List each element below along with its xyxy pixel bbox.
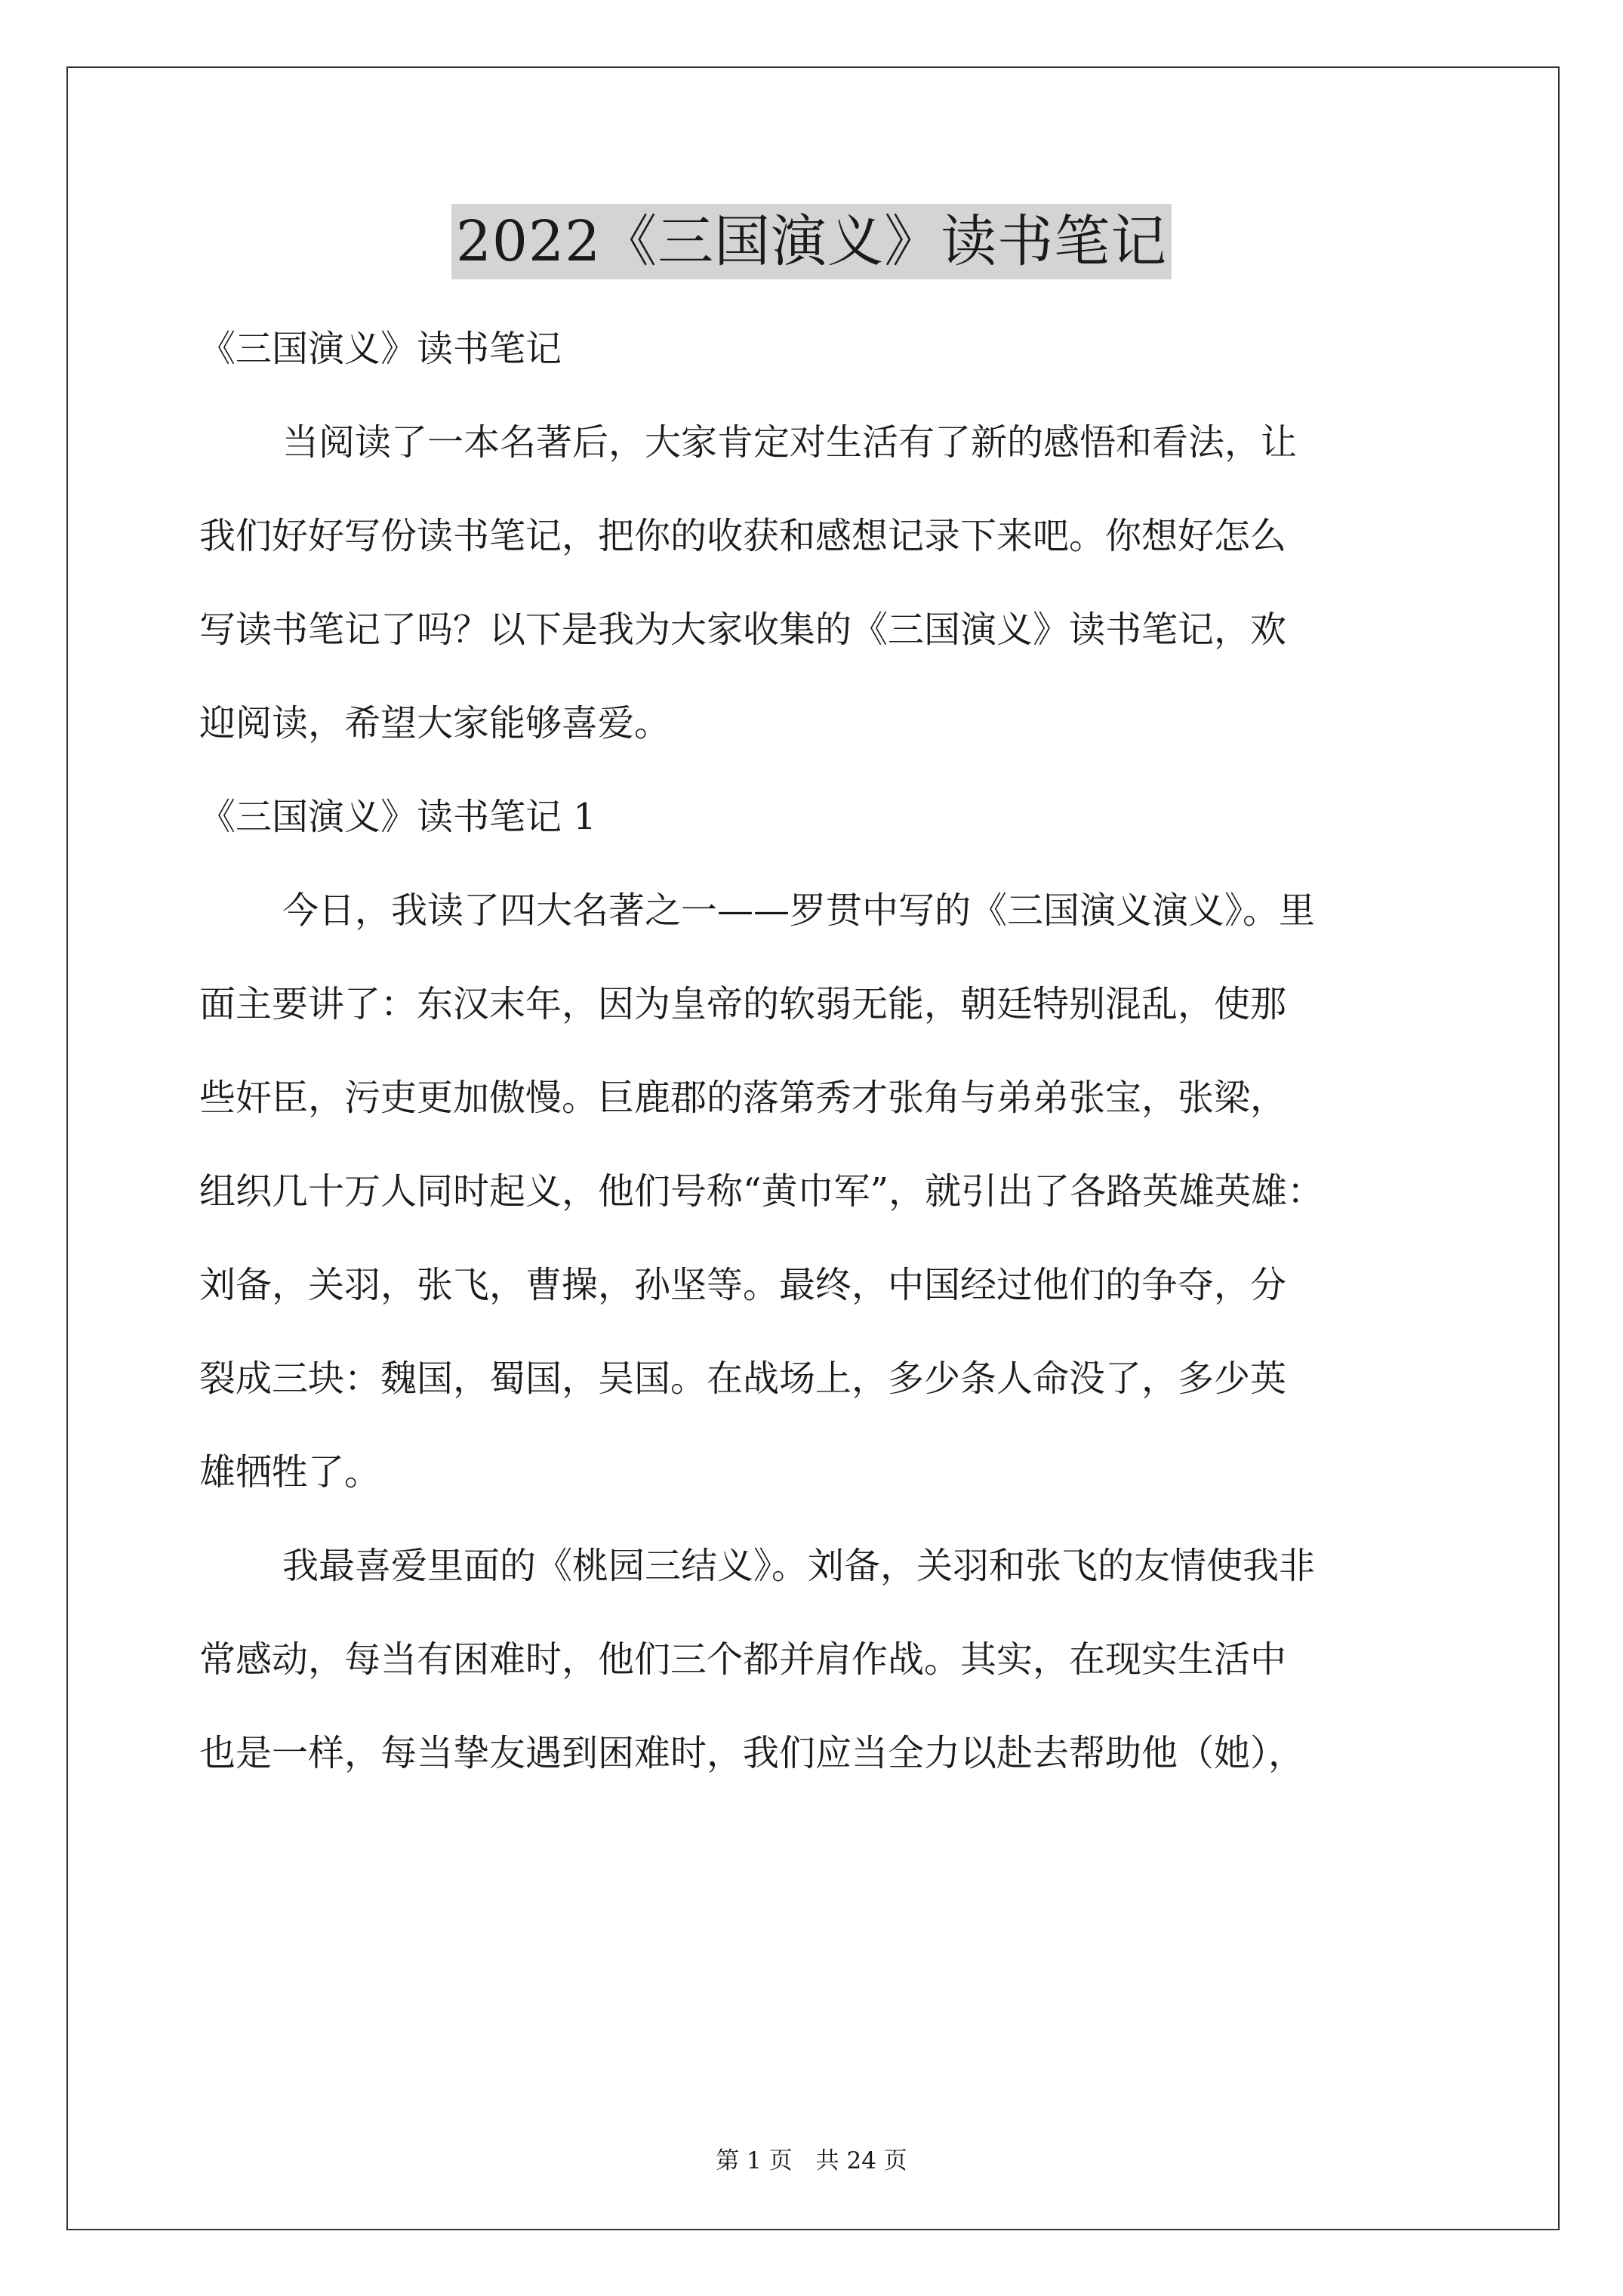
paragraph-line: 些奸臣，污吏更加傲慢。巨鹿郡的落第秀才张角与弟弟张宝，张梁， — [199, 1077, 1287, 1119]
paragraph-line: 今日，我读了四大名著之一——罗贯中写的《三国演义演义》。里 — [282, 889, 1316, 932]
document-title: 2022《三国演义》读书笔记 — [451, 204, 1172, 279]
paragraph-line: 面主要讲了：东汉末年，因为皇帝的软弱无能，朝廷特别混乱，使那 — [199, 983, 1287, 1025]
paragraph-line: 裂成三块：魏国，蜀国，吴国。在战场上，多少条人命没了，多少英 — [199, 1358, 1287, 1400]
document-body — [199, 302, 1437, 1800]
paragraph-line: 我最喜爱里面的《桃园三结义》。刘备，关羽和张飞的友情使我非 — [282, 1545, 1316, 1587]
paragraph-line: 迎阅读，希望大家能够喜爱。 — [199, 702, 671, 744]
paragraph-2 — [199, 1519, 1437, 1800]
paragraph-line: 常感动，每当有困难时，他们三个都并肩作战。其实，在现实生活中 — [199, 1638, 1287, 1681]
intro-paragraph — [199, 396, 1437, 770]
paragraph-line: 刘备，关羽，张飞，曹操，孙坚等。最终，中国经过他们的争夺，分 — [199, 1264, 1287, 1306]
section-heading-1: 《三国演义》读书笔记 1 — [199, 796, 596, 838]
paragraph-line: 写读书笔记了吗？以下是我为大家收集的《三国演义》读书笔记，欢 — [199, 609, 1287, 651]
paragraph-line: 组织几十万人同时起义，他们号称“黄巾军”，就引出了各路英雄英雄： — [199, 1170, 1324, 1213]
paragraph-line: 我们好好写份读书笔记，把你的收获和感想记录下来吧。你想好怎么 — [199, 515, 1287, 557]
paragraph-1 — [199, 864, 1437, 1519]
page-footer: 第 1 页 共 24 页 — [716, 2147, 907, 2174]
paragraph-line: 当阅读了一本名著后，大家肯定对生活有了新的感悟和看法，让 — [282, 421, 1298, 464]
paragraph-line: 也是一样，每当挚友遇到困难时，我们应当全力以赴去帮助他（她）， — [199, 1732, 1305, 1774]
paragraph-line: 雄牺牲了。 — [199, 1451, 381, 1493]
section-heading-main: 《三国演义》读书笔记 — [199, 328, 562, 370]
title-container — [0, 204, 1623, 279]
